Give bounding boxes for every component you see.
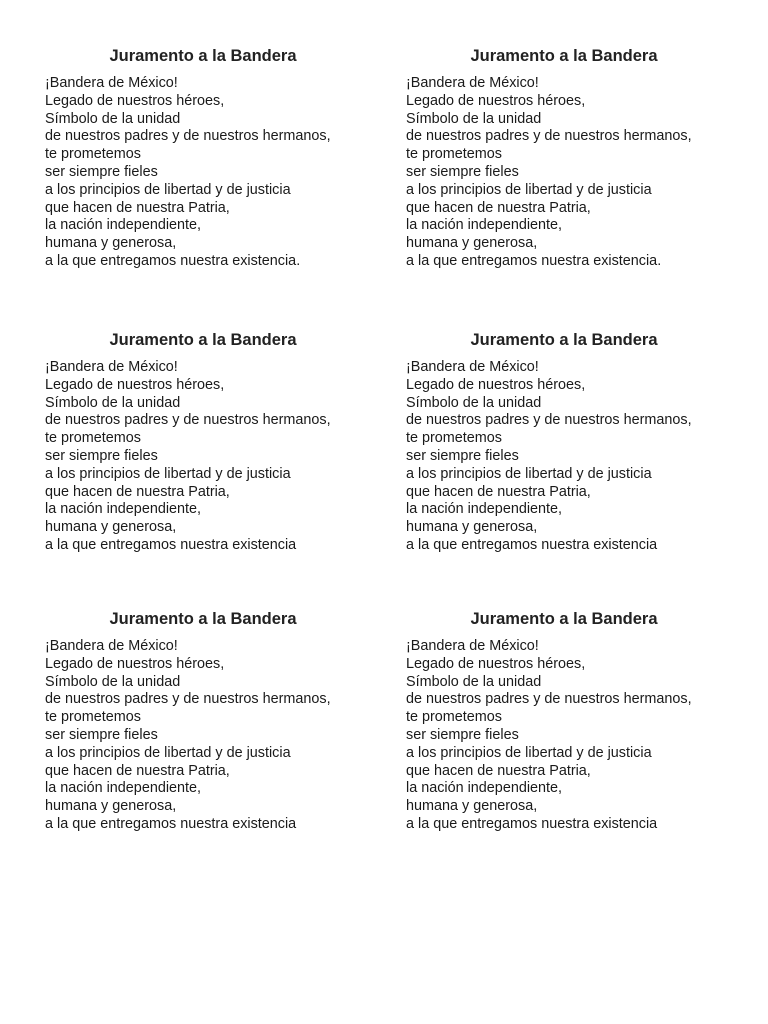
pledge-title: Juramento a la Bandera — [109, 331, 297, 349]
pledge-text — [45, 75, 375, 271]
pledge-line: ser siempre fieles — [406, 726, 519, 743]
pledge-line: ser siempre fieles — [406, 163, 519, 180]
pledge-line: la nación independiente, — [406, 780, 563, 797]
pledge-line: que hacen de nuestra Patria, — [406, 199, 591, 216]
pledge-line: a la que entregamos nuestra existencia. — [406, 252, 662, 269]
pledge-line: ¡Bandera de México! — [45, 359, 178, 375]
pledge-line: Legado de nuestros héroes, — [45, 376, 225, 393]
pledge-line: te prometemos — [406, 146, 502, 163]
pledge-line: a la que entregamos nuestra existencia — [406, 536, 658, 553]
pledge-line: la nación independiente, — [406, 501, 563, 518]
pledge-line: ¡Bandera de México! — [406, 638, 539, 654]
pledge-text — [406, 75, 736, 271]
pledge-text — [45, 359, 375, 555]
pledge-line: que hacen de nuestra Patria, — [45, 483, 230, 500]
pledge-line: Legado de nuestros héroes, — [406, 376, 586, 393]
pledge-block — [406, 610, 736, 834]
pledge-line: que hacen de nuestra Patria, — [45, 199, 230, 216]
pledge-line: Símbolo de la unidad — [406, 394, 542, 411]
pledge-line: ser siempre fieles — [406, 447, 519, 464]
pledge-line: a los principios de libertad y de justicia — [406, 744, 652, 761]
pledge-line: ser siempre fieles — [45, 726, 158, 743]
pledge-line: ¡Bandera de México! — [406, 75, 539, 91]
pledge-line: humana y generosa, — [406, 519, 538, 536]
pledge-title: Juramento a la Bandera — [470, 610, 658, 628]
pledge-line: ser siempre fieles — [45, 163, 158, 180]
pledge-line: a los principios de libertad y de justicia — [45, 744, 291, 761]
pledge-line: que hacen de nuestra Patria, — [406, 762, 591, 779]
pledge-text — [406, 359, 736, 555]
pledge-line: Símbolo de la unidad — [45, 110, 181, 127]
pledge-block — [406, 331, 736, 555]
pledge-line: Legado de nuestros héroes, — [406, 655, 586, 672]
pledge-line: de nuestros padres y de nuestros hermanos, — [406, 691, 692, 708]
pledge-title: Juramento a la Bandera — [109, 47, 297, 65]
pledge-line: de nuestros padres y de nuestros hermanos, — [45, 128, 331, 145]
pledge-line: la nación independiente, — [45, 217, 202, 234]
pledge-line: Legado de nuestros héroes, — [406, 92, 586, 109]
pledge-line: humana y generosa, — [45, 519, 177, 536]
pledge-line: que hacen de nuestra Patria, — [406, 483, 591, 500]
pledge-line: Símbolo de la unidad — [406, 673, 542, 690]
pledge-line: Símbolo de la unidad — [45, 394, 181, 411]
pledge-line: de nuestros padres y de nuestros hermanos, — [406, 128, 692, 145]
pledge-line: Símbolo de la unidad — [45, 673, 181, 690]
pledge-line: la nación independiente, — [45, 780, 202, 797]
pledge-line: humana y generosa, — [406, 798, 538, 815]
pledge-line: a los principios de libertad y de justicia — [406, 465, 652, 482]
pledge-line: a los principios de libertad y de justicia — [45, 181, 291, 198]
pledge-block — [406, 47, 736, 271]
pledge-line: a los principios de libertad y de justicia — [406, 181, 652, 198]
pledge-line: Símbolo de la unidad — [406, 110, 542, 127]
pledge-line: te prometemos — [45, 146, 141, 163]
pledge-text — [45, 638, 375, 834]
pledge-block — [45, 610, 375, 834]
pledge-line: te prometemos — [45, 709, 141, 726]
pledge-line: que hacen de nuestra Patria, — [45, 762, 230, 779]
pledge-line: te prometemos — [406, 709, 502, 726]
pledge-line: a la que entregamos nuestra existencia — [406, 815, 658, 832]
pledge-line: a la que entregamos nuestra existencia. — [45, 252, 301, 269]
pledge-title: Juramento a la Bandera — [109, 610, 297, 628]
pledge-block — [45, 47, 375, 271]
pledge-line: a los principios de libertad y de justicia — [45, 465, 291, 482]
pledge-title: Juramento a la Bandera — [470, 331, 658, 349]
pledge-line: de nuestros padres y de nuestros hermanos, — [45, 691, 331, 708]
pledge-line: de nuestros padres y de nuestros hermanos, — [406, 412, 692, 429]
pledge-line: humana y generosa, — [45, 798, 177, 815]
pledge-line: ser siempre fieles — [45, 447, 158, 464]
pledge-line: la nación independiente, — [406, 217, 563, 234]
pledge-line: humana y generosa, — [406, 235, 538, 252]
pledge-line: de nuestros padres y de nuestros hermanos, — [45, 412, 331, 429]
pledge-text — [406, 638, 736, 834]
pledge-line: la nación independiente, — [45, 501, 202, 518]
pledge-line: ¡Bandera de México! — [406, 359, 539, 375]
pledge-line: a la que entregamos nuestra existencia — [45, 536, 297, 553]
pledge-line: te prometemos — [406, 430, 502, 447]
pledge-line: a la que entregamos nuestra existencia — [45, 815, 297, 832]
pledge-line: Legado de nuestros héroes, — [45, 655, 225, 672]
pledge-title: Juramento a la Bandera — [470, 47, 658, 65]
pledge-line: humana y generosa, — [45, 235, 177, 252]
pledge-block — [45, 331, 375, 555]
pledge-line: ¡Bandera de México! — [45, 638, 178, 654]
pledge-line: te prometemos — [45, 430, 141, 447]
pledge-line: ¡Bandera de México! — [45, 75, 178, 91]
pledge-line: Legado de nuestros héroes, — [45, 92, 225, 109]
